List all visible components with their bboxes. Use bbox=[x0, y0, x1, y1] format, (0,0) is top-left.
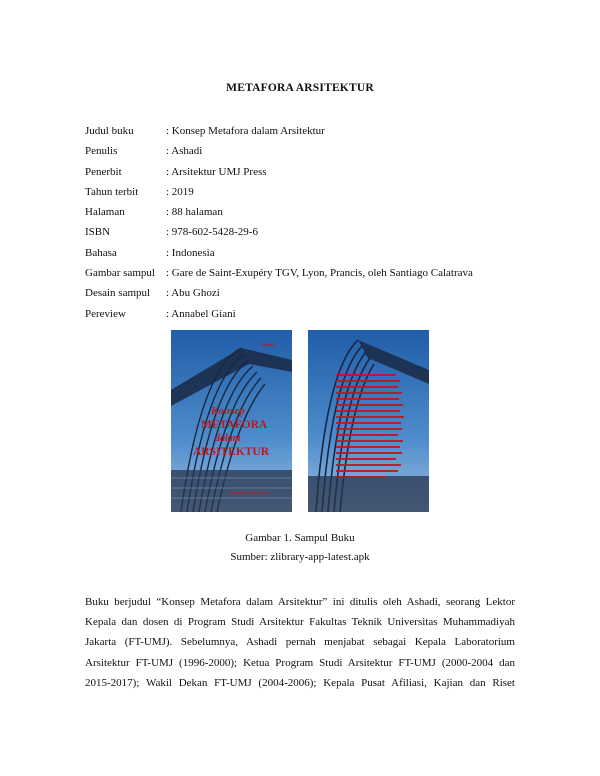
cover-author: Ashadi bbox=[260, 342, 274, 347]
metadata-row bbox=[85, 121, 473, 141]
figure-source: Sumber: zlibrary-app-latest.apk bbox=[230, 551, 370, 563]
back-cover-image bbox=[308, 330, 429, 512]
paragraph-line: Buku berjudul “Konsep Metafora dalam Arsitektur” ini ditulis oleh Ashadi, seorang Lektor bbox=[85, 596, 515, 608]
metadata-value: : Gare de Saint-Exupéry TGV, Lyon, Prancis, oleh Santiago Calatrava bbox=[166, 267, 473, 280]
metadata-key: ISBN bbox=[85, 226, 111, 239]
metadata-key: Desain sampul bbox=[85, 287, 151, 300]
paragraph-line: Kepala dan dosen di Program Studi Arsitektur Fakultas Teknik Universitas Muhammadiyah bbox=[85, 616, 515, 629]
metadata-value: : 2019 bbox=[166, 185, 194, 198]
metadata-key: Penulis bbox=[85, 145, 118, 158]
paragraph-line: Arsitektur FT-UMJ (1996-2000); Ketua Program Studi Arsitektur FT-UMJ (2000-2004 dan bbox=[85, 656, 515, 669]
paragraph-line: Jakarta (FT-UMJ). Sebelumnya, Ashadi pernah menjabat sebagai Kepala Laboratorium bbox=[85, 636, 515, 649]
cover-title-line1: Konsep bbox=[211, 405, 245, 417]
cover-title-line3: dalam bbox=[215, 433, 241, 444]
page-title: METAFORA ARSITEKTUR bbox=[226, 82, 374, 94]
metadata-row bbox=[85, 283, 473, 303]
metadata-key: Tahun terbit bbox=[85, 185, 139, 198]
book-metadata-list bbox=[85, 121, 473, 324]
metadata-value: : Arsitektur UMJ Press bbox=[166, 165, 267, 178]
metadata-row bbox=[85, 263, 473, 283]
metadata-key: Halaman bbox=[85, 206, 125, 219]
metadata-value: : Abu Ghozi bbox=[166, 287, 220, 300]
metadata-value: : Annabel Giani bbox=[166, 307, 236, 320]
metadata-value: : Ashadi bbox=[166, 145, 203, 158]
metadata-key: Pereview bbox=[85, 307, 126, 320]
front-cover-image bbox=[171, 330, 292, 512]
metadata-row bbox=[85, 222, 473, 242]
metadata-key: Judul buku bbox=[85, 125, 134, 137]
metadata-row bbox=[85, 202, 473, 222]
metadata-row bbox=[85, 162, 473, 182]
body-paragraph bbox=[85, 592, 515, 693]
metadata-row bbox=[85, 243, 473, 263]
metadata-value: : Indonesia bbox=[166, 246, 215, 259]
metadata-row bbox=[85, 182, 473, 202]
metadata-key: Bahasa bbox=[85, 246, 117, 259]
metadata-key: Penerbit bbox=[85, 165, 122, 178]
metadata-key: Gambar sampul bbox=[85, 267, 155, 280]
metadata-row bbox=[85, 304, 473, 324]
cover-title-line2: METAFORA bbox=[201, 419, 268, 431]
figure-caption: Gambar 1. Sampul Buku bbox=[245, 532, 355, 544]
metadata-value: : 88 halaman bbox=[166, 206, 223, 219]
cover-title-line4: ARSITEKTUR bbox=[193, 446, 270, 458]
paragraph-line: 2015-2017); Wakil Dekan FT-UMJ (2004-2006); Kepala Pusat Afiliasi, Kajian dan Riset bbox=[85, 676, 515, 689]
metadata-row bbox=[85, 141, 473, 161]
metadata-value: : Konsep Metafora dalam Arsitektur bbox=[166, 125, 325, 137]
metadata-value: : 978-602-5428-29-6 bbox=[166, 226, 258, 239]
cover-publisher: Arsitektur UMJ Press bbox=[229, 490, 269, 495]
